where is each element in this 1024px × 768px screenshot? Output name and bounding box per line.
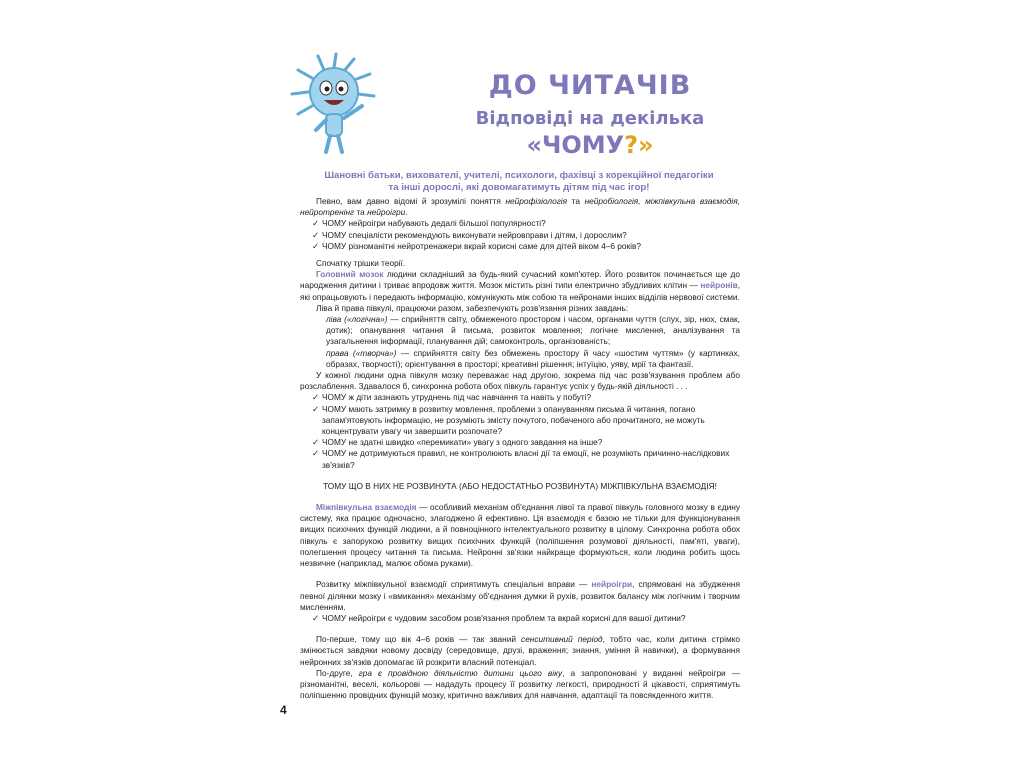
check-icon: ✓	[312, 612, 319, 623]
paragraph-left	[300, 314, 740, 348]
paragraph-hemispheres: Ліва й права півкулі, працюючи разом, забезпечують розв'язання різних завдань:	[316, 302, 629, 313]
paragraph-intro	[300, 196, 740, 218]
term: нейроігри	[367, 207, 406, 218]
text: , спрямовані на збудження певної ділянки мозку і «вмикання» механізму об'єднання думки й рухів, розвиток балансу між логічним і творчим мисленням.	[300, 579, 740, 612]
text: , тобто час, коли дитина стрімко змінюється завдяки новому досвіду (середовище, друзі, враження; знання, уміння й навички), а формування нейронних зв'язків допомагає їй розкрити власний потенціал.	[300, 634, 740, 667]
list-item	[300, 404, 740, 438]
list-item-text: ЧОМУ різноманітні нейротренажери вкрай корисні саме для дітей віком 4–6 років?	[322, 240, 641, 251]
text: По-перше, тому що вік 4–6 років — так званий	[316, 634, 522, 645]
term: нейробіологія, міжпівкульна взаємодія, нейротренінг	[300, 196, 741, 218]
why-list-3	[300, 613, 740, 624]
check-icon: ✓	[312, 437, 319, 448]
why-word: «ЧОМУ	[526, 131, 625, 159]
term: ліва («логічна»)	[326, 314, 388, 325]
answer-heading: ТОМУ ЩО В НИХ НЕ РОЗВИНУТА (АБО НЕДОСТАТНЬО РОЗВИНУТА) МІЖПІВКУЛЬНА ВЗАЄМОДІЯ!	[323, 480, 717, 491]
spacer	[300, 569, 740, 579]
list-item	[300, 241, 740, 252]
why-list-2	[300, 392, 740, 470]
list-item-text: ЧОМУ нейроігри набувають дедалі більшої популярності?	[322, 218, 546, 229]
term: сенситивний період	[521, 634, 603, 645]
paragraph-theory: Спочатку трішки теорії.	[316, 258, 406, 269]
term: нейрофізіологія	[505, 196, 568, 206]
text: .	[405, 207, 408, 218]
list-item	[300, 392, 740, 403]
list-item	[300, 437, 740, 448]
why-question-mark: ?»	[624, 131, 654, 159]
check-icon: ✓	[312, 229, 319, 240]
page-subtitle: Відповіді на декілька	[475, 108, 705, 129]
check-icon: ✓	[312, 240, 319, 251]
text: та	[567, 196, 585, 206]
list-item	[300, 613, 740, 624]
body-text	[300, 196, 740, 701]
list-item-text: ЧОМУ не здатні швидко «перемикати» увагу з одного завдання на інше?	[322, 437, 603, 448]
spacer	[300, 624, 740, 634]
list-item-text: ЧОМУ нейроігри є чудовим засобом розв'язання проблем та вкрай корисні для вашої дитини?	[322, 612, 686, 623]
term: гра є провідною діяльністю дитини цього віку	[358, 667, 563, 678]
text: — сприйняття світу, обмеженого простором і часом, органами чуття (слух, зір, нюх, смак, дотик); опанування читання й письма, розвиток мовлення; логічне мислення, аналізування та узагальнення інформації, планування дій; самоконтроль, організованість;	[326, 314, 740, 347]
check-icon: ✓	[312, 218, 319, 229]
why-list-1	[300, 218, 740, 252]
text: та	[354, 207, 368, 218]
page-title: ДО ЧИТАЧІВ	[488, 70, 692, 101]
keyword: нейроігри	[591, 579, 633, 590]
check-icon: ✓	[312, 448, 319, 459]
list-item	[300, 218, 740, 229]
paragraph-neurogames	[300, 579, 740, 613]
list-item-text: ЧОМУ мають затримку в розвитку мовлення, проблеми з опануванням письма й читання, погано запам'ятовують інформацію, не розуміють змісту почутого, побаченого або прочитаного, не можуть концентрувати увагу чи завершити розпочате?	[322, 403, 705, 437]
keyword: Міжпівкульна взаємодія	[316, 502, 417, 513]
text: Розвитку міжпівкульної взаємодії сприятимуть спеціальні вправи —	[316, 579, 592, 590]
neuron-mascot-icon	[288, 50, 380, 158]
text: , які опрацьовують і передають інформацію, комунікують між собою та нейронами інших відділів нервової системи.	[300, 280, 740, 302]
page-number: 4	[280, 703, 287, 717]
text: — особливий механізм об'єднання лівої та правої півкуль головного мозку в єдину систему, яка працює одночасно, злагоджено й ефективно. Ця взаємодія є базою не тільки для функціонування вищих психічних функцій людини, а й повноцінного інтелектуального розвитку в цілому. Синхронна робота обох півкуль є запорукою розвитку вищих психічних функцій (поліпшення розумової діяльності, пам'яті, уваги), полегшення процесу читання та письма. Нейронні зв'язки найкраще формуються, коли людина робить щось незвичне (наприклад, малює обома руками).	[300, 502, 740, 569]
paragraph-interaction	[300, 502, 740, 569]
paragraph-brain	[300, 269, 740, 303]
text: , а запропоновані у виданні нейроігри — різноманітні, веселі, кольорові — нададуть процесу її розвитку легкості, природності й цікавості, сприятимуть поліпшенню провідних функцій мозку, критично важливих для навчання, адаптації та повсякденного життя.	[300, 667, 740, 701]
check-icon: ✓	[312, 392, 319, 403]
text: — сприйняття світу без обмежень простору й часу «шостим чуттям» (у картинках, образах, творчості); орієнтування в просторі; креативні рішення; інтуїцію, уяву, мрії та фантазії.	[326, 347, 740, 369]
paragraph-second	[300, 668, 740, 702]
paragraph-dominance: У кожної людини одна півкуля мозку переважає над другою, зокрема під час розв'язування проблем або розслаблення. Здавалося б, синхронна робота обох півкуль гарантує успіх у будь-якій діяльності . . .	[300, 370, 740, 392]
paragraph-first	[300, 634, 740, 668]
list-item	[300, 448, 740, 470]
paragraph-right	[300, 348, 740, 370]
text: Певно, вам давно відомі й зрозумілі поняття	[316, 196, 506, 206]
keyword: нейронів	[700, 280, 738, 291]
term: права («творча»)	[326, 347, 397, 358]
spacer	[300, 492, 740, 502]
check-icon: ✓	[312, 403, 319, 414]
list-item	[300, 230, 740, 241]
list-item-text: ЧОМУ ж діти зазнають утруднень під час навчання та навіть у побуті?	[322, 392, 592, 403]
list-item-text: ЧОМУ спеціалісти рекомендують виконувати нейровправи і дітям, і дорослим?	[322, 229, 627, 240]
keyword: Головний мозок	[316, 269, 384, 280]
text: По-друге,	[316, 667, 359, 678]
lead-line-1: Шановні батьки, вихователі, учителі, психологи, фахівці з корекційної педагогіки	[324, 170, 714, 181]
spacer	[300, 471, 740, 481]
page-title-why	[440, 131, 740, 159]
list-item-text: ЧОМУ не дотримуються правил, не контролюють власні дії та емоції, не розуміють причинно-наслідкових зв'язків?	[322, 448, 730, 470]
lead-line-2: та інші дорослі, які довомагатимуть дітям під час ігор!	[388, 182, 650, 193]
lead-address	[300, 170, 738, 194]
text: людини складніший за будь-який сучасний комп'ютер. Його розвиток починається ще до народження дитини і триває впродовж життя. Мозок містить різні типи електрично збудливих клітин —	[300, 269, 741, 291]
